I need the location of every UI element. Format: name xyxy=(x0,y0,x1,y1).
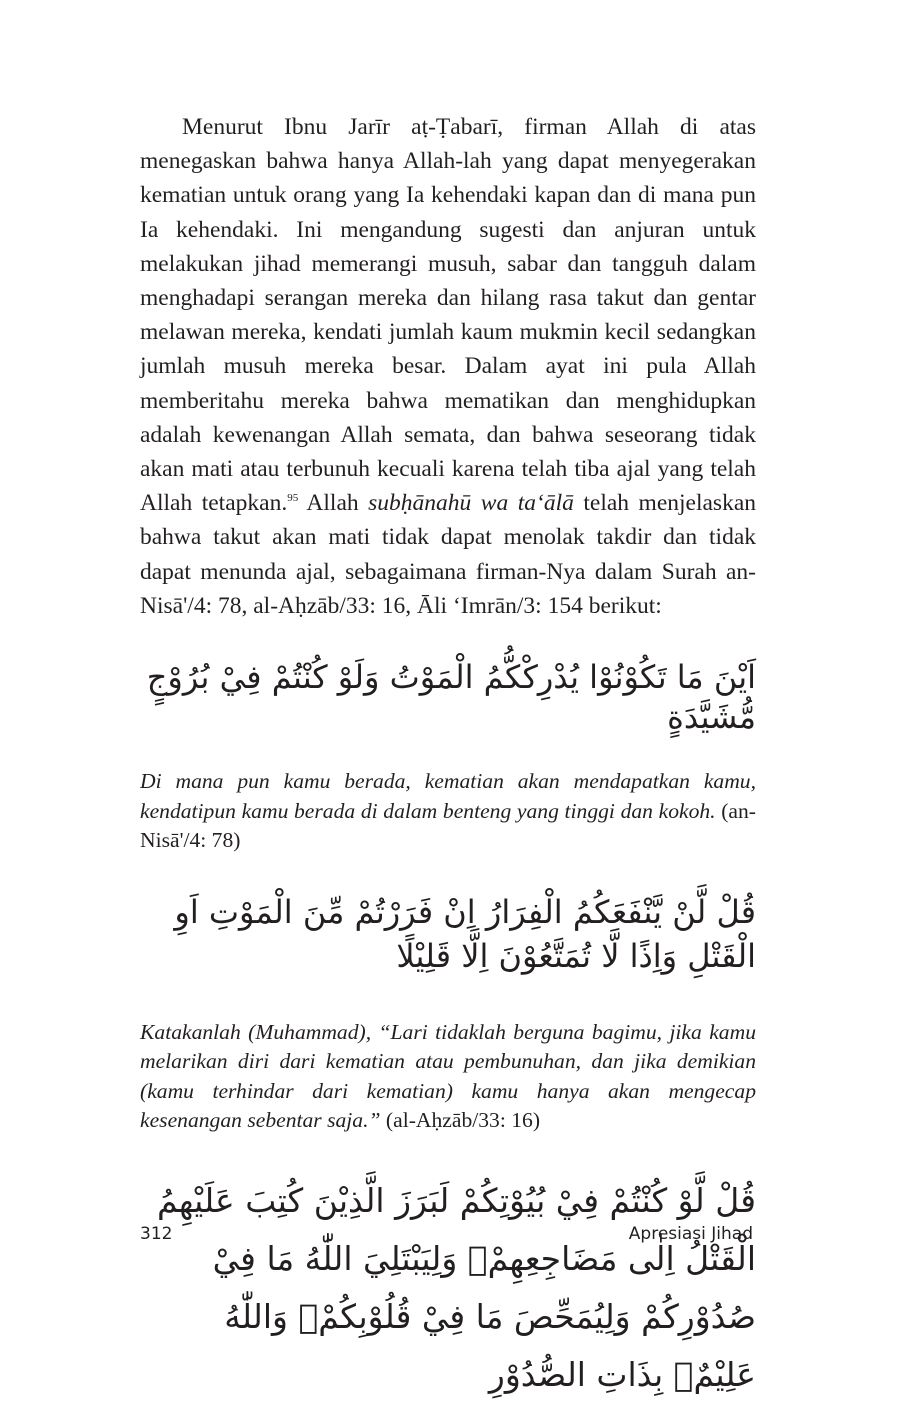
translation-text: Katakanlah (Muhammad), “Lari tidaklah berguna bagimu, jika kamu melarikan diri dari kematian atau pembunuhan, dan jika demikian (kamu terhindar dari kematian) kamu hanya akan mengecap kesenangan sebentar saja.” xyxy=(140,1019,756,1133)
body-paragraph xyxy=(140,110,756,623)
arabic-verse-3: قُلْ لَّوْ كُنْتُمْ فِيْ بُيُوْتِكُمْ لَبَرَزَ الَّذِيْنَ كُتِبَ عَلَيْهِمُ الْقَتْلُ اِلٰى مَضَاجِعِهِمْۚ وَلِيَبْتَلِيَ اللّٰهُ مَا فِيْ صُدُوْرِكُمْ وَلِيُمَحِّصَ مَا فِيْ قُلُوْبِكُمْۗ وَاللّٰهُ عَلِيْمٌۢ بِذَاتِ الصُّدُوْرِ xyxy=(156,1180,756,1394)
arabic-verse-2: قُلْ لَّنْ يَّنْفَعَكُمُ الْفِرَارُ اِنْ فَرَرْتُمْ مِّنَ الْمَوْتِ اَوِ الْقَتْلِ وَاِذًا لَّا تُمَتَّعُوْنَ اِلَّا قَلِيْلًا xyxy=(174,892,756,975)
verse-reference: (an-Nisā'/4: 78) xyxy=(140,798,756,853)
page-number: 312 xyxy=(140,1224,173,1244)
body-text-2: Allah xyxy=(298,490,369,517)
translation-text: Di mana pun kamu berada, kematian akan mendapatkan kamu, kendatipun kamu berada di dalam benteng yang tinggi dan kokoh. xyxy=(140,769,756,823)
running-head: Apresiasi Jihad xyxy=(628,1224,753,1244)
page-content xyxy=(140,110,756,1404)
footnote-ref[interactable]: 95 xyxy=(287,492,299,505)
verse-reference: (al-Aḥzāb/33: 16) xyxy=(380,1108,541,1133)
honorific: subḥānahū wa ta‘ālā xyxy=(368,490,574,517)
verse-translation-1 xyxy=(140,767,756,856)
verse-translation-2 xyxy=(140,1018,756,1136)
body-text-3: telah menjelaskan bahwa takut akan mati tidak dapat menolak takdir dan tidak dapat menunda ajal, sebagaimana firman-Nya dalam Surah an-Nisā'/4: 78, al-Aḥzāb/33: 16, Āli ‘Imrān/3: 154 berikut: xyxy=(140,490,756,619)
arabic-verse-1: اَيْنَ مَا تَكُوْنُوْا يُدْرِكْكُّمُ الْمَوْتُ وَلَوْ كُنْتُمْ فِيْ بُرُوْجٍ مُّشَيَّدَةٍ xyxy=(146,658,756,737)
body-text: Menurut Ibnu Jarīr aṭ-Ṭabarī, firman Allah di atas menegaskan bahwa hanya Allah-lah yang dapat menyegerakan kematian untuk orang yang Ia kehendaki kapan dan di mana pun Ia kehendaki. Ini mengandung sugesti dan anjuran untuk melakukan jihad memerangi musuh, sabar dan tangguh dalam menghadapi serangan mereka dan hilang rasa takut dan gentar melawan mereka, kendati jumlah kaum mukmin kecil sedangkan jumlah musuh mereka besar. Dalam ayat ini pula Allah memberitahu mereka bahwa mematikan dan menghidupkan adalah kewenangan Allah semata, dan bahwa seseorang tidak akan mati atau terbunuh kecuali karena telah tiba ajal yang telah Allah tetapkan. xyxy=(140,114,756,517)
